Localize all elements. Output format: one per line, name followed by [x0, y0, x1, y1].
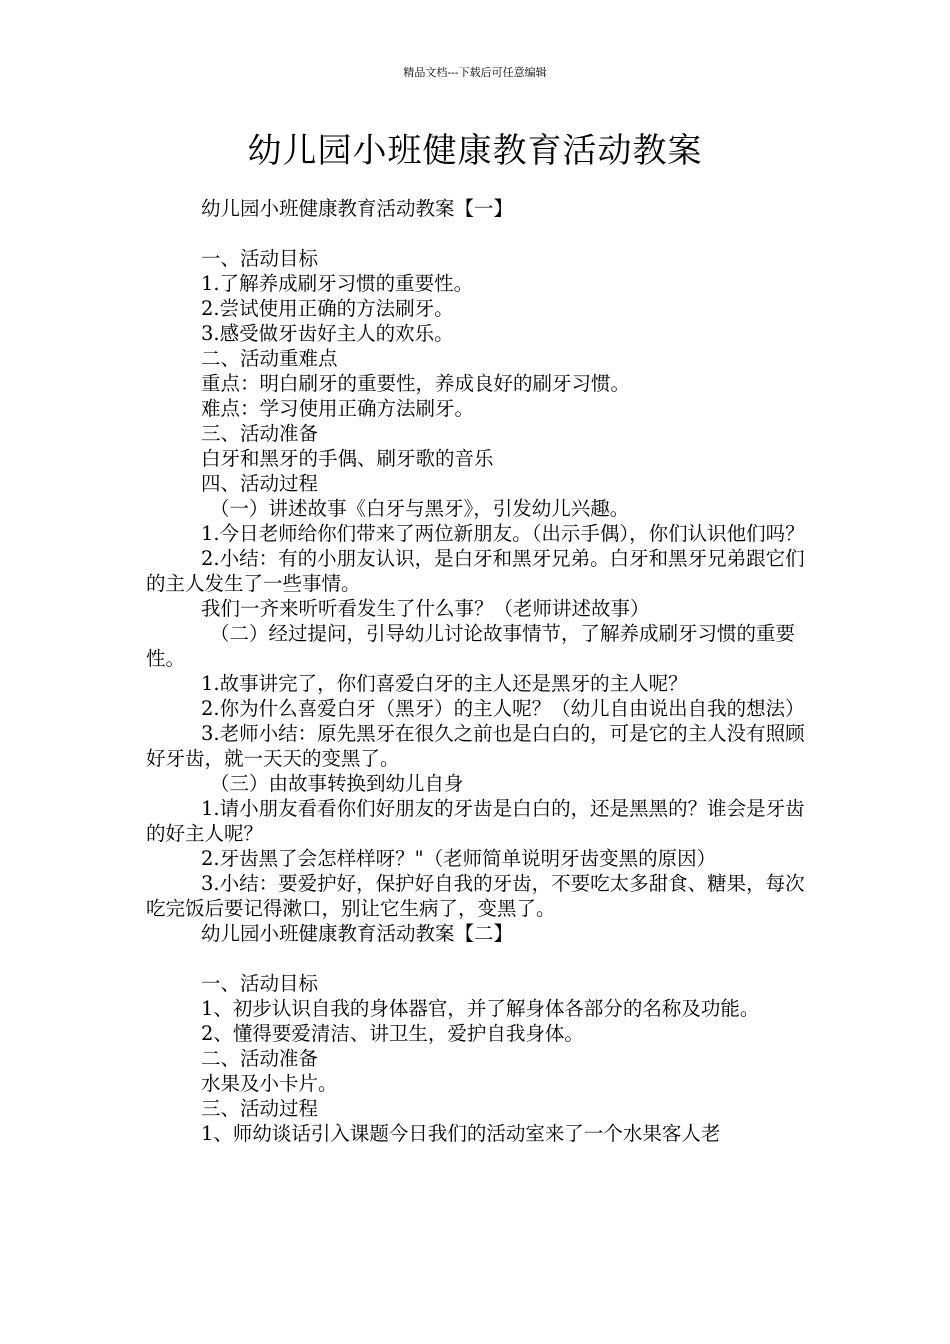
paragraph: 1、师幼谈话引入课题今日我们的活动室来了一个水果客人老: [201, 1122, 721, 1145]
paragraph: 1.今日老师给你们带来了两位新朋友。（出示手偶），你们认识他们吗？: [201, 522, 805, 545]
paragraph: 二、活动准备: [201, 1047, 319, 1070]
paragraph: 3.感受做牙齿好主人的欢乐。: [201, 322, 454, 345]
paragraph: 水果及小卡片。: [201, 1072, 338, 1095]
paragraph: 难点：学习使用正确方法刷牙。: [201, 397, 475, 420]
paragraph: 三、活动准备: [201, 422, 319, 445]
paragraph: 我们一齐来听听看发生了什么事？（老师讲述故事）: [201, 597, 650, 620]
paragraph: （二）经过提问，引导幼儿讨论故事情节，了解养成刷牙习惯的重要性。: [146, 622, 796, 670]
paragraph: 1.了解养成刷牙习惯的重要性。: [201, 272, 474, 295]
paragraph: 四、活动过程: [201, 472, 319, 495]
paragraph: 2.牙齿黑了会怎样样呀？"（老师简单说明牙齿变黑的原因）: [201, 847, 717, 870]
spacer: [146, 221, 808, 246]
paragraph: 二、活动重难点: [201, 347, 338, 370]
paragraph: 2.小结：有的小朋友认识，是白牙和黑牙兄弟。白牙和黑牙兄弟跟它们的主人发生了一些事情。: [146, 547, 805, 595]
paragraph: 2.你为什么喜爱白牙（黑牙）的主人呢？（幼儿自由说出自我的想法）: [201, 697, 805, 720]
paragraph: 白牙和黑牙的手偶、刷牙歌的音乐: [201, 447, 494, 470]
paragraph: 重点：明白刷牙的重要性，养成良好的刷牙习惯。: [201, 372, 631, 395]
spacer: [146, 946, 808, 971]
section-1-heading: 幼儿园小班健康教育活动教案【一】: [201, 197, 514, 220]
paragraph: 2、懂得要爱清洁、讲卫生，爱护自我身体。: [201, 1022, 584, 1045]
document-title: 幼儿园小班健康教育活动教案: [247, 131, 703, 171]
paragraph: 一、活动目标: [201, 972, 319, 995]
paragraph: 三、活动过程: [201, 1097, 319, 1120]
paragraph: 一、活动目标: [201, 247, 319, 270]
paragraph: （三）由故事转换到幼儿自身: [210, 772, 464, 795]
document-body: [146, 196, 808, 1146]
page-header: 精品文档---下载后可任意编辑: [403, 66, 547, 79]
paragraph: （一）讲述故事《白牙与黑牙》，引发幼儿兴趣。: [210, 497, 630, 520]
paragraph: 2.尝试使用正确的方法刷牙。: [201, 297, 454, 320]
paragraph: 3.小结：要爱护好，保护好自我的牙齿，不要吃太多甜食、糖果，每次吃完饭后要记得漱口，别让它生病了，变黑了。: [146, 872, 805, 920]
paragraph: 3.老师小结：原先黑牙在很久之前也是白白的，可是它的主人没有照顾好牙齿，就一天天的变黑了。: [146, 722, 805, 770]
section-2-heading: 幼儿园小班健康教育活动教案【二】: [201, 922, 514, 945]
paragraph: 1.请小朋友看看你们好朋友的牙齿是白白的，还是黑黑的？谁会是牙齿的好主人呢？: [146, 797, 805, 845]
paragraph: 1、初步认识自我的身体器官，并了解身体各部分的名称及功能。: [201, 997, 760, 1020]
paragraph: 1.故事讲完了，你们喜爱白牙的主人还是黑牙的主人呢？: [201, 672, 688, 695]
